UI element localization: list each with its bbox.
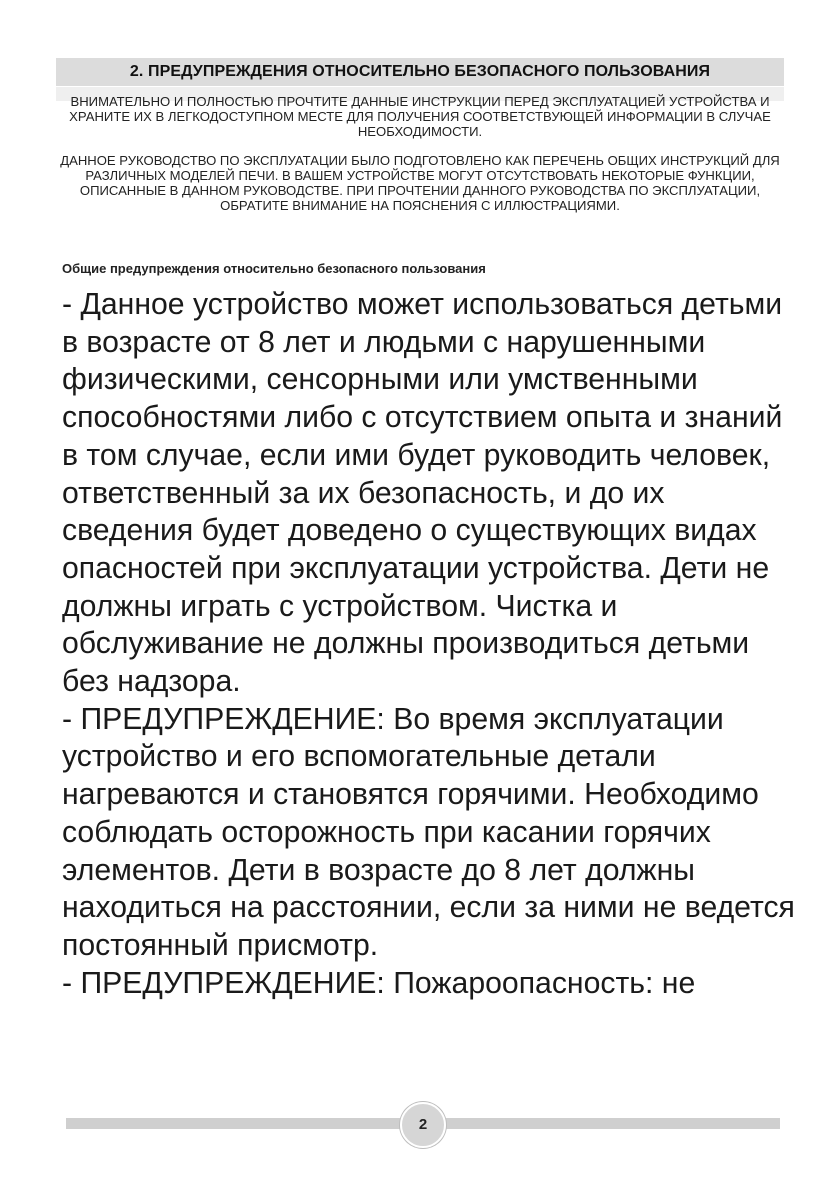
warning-paragraph-hot-parts: - ПРЕДУПРЕЖДЕНИЕ: Во время эксплуатации устройство и его вспомогательные детали нагреваются и становятся горячими. Необходимо соблюдать осторожность при касании горячих элементов. Дети в возрасте до 8 лет должны находиться на расстоянии, если за ними не ведется постоянный присмотр. <box>62 702 795 962</box>
safety-warnings-body <box>62 286 802 1002</box>
section-header <box>56 58 784 86</box>
page-number: 2 <box>400 1102 446 1148</box>
manual-scope-notice: ДАННОЕ РУКОВОДСТВО ПО ЭКСПЛУАТАЦИИ БЫЛО ПОДГОТОВЛЕНО КАК ПЕРЕЧЕНЬ ОБЩИХ ИНСТРУКЦИЙ ДЛЯ РАЗЛИЧНЫХ МОДЕЛЕЙ ПЕЧИ. В ВАШЕМ УСТРОЙСТВЕ МОГУТ ОТСУТСТВОВАТЬ НЕКОТОРЫЕ ФУНКЦИИ, ОПИСАННЫЕ В ДАННОМ РУКОВОДСТВЕ. ПРИ ПРОЧТЕНИИ ДАННОГО РУКОВОДСТВА ПО ЭКСПЛУАТАЦИИ, ОБРАТИТЕ ВНИМАНИЕ НА ПОЯСНЕНИЯ С ИЛЛЮСТРАЦИЯМИ. <box>60 153 780 213</box>
safety-subheading: Общие предупреждения относительно безопасного пользования <box>62 261 486 276</box>
section-title: 2. ПРЕДУПРЕЖДЕНИЯ ОТНОСИТЕЛЬНО БЕЗОПАСНОГО ПОЛЬЗОВАНИЯ <box>129 63 711 80</box>
warning-paragraph-children: - Данное устройство может использоваться детьми в возрасте от 8 лет и людьми с нарушенными физическими, сенсорными или умственными способностями либо с отсутствием опыта и знаний в том случае, если ими будет руководить человек, ответственный за их безопасность, и до их сведения будет доведено о существующих видах опасностей при эксплуатации устройства. Дети не должны играть с устройством. Чистка и обслуживание не должны производиться детьми без надзора. <box>62 288 783 699</box>
read-instructions-notice: ВНИМАТЕЛЬНО И ПОЛНОСТЬЮ ПРОЧТИТЕ ДАННЫЕ ИНСТРУКЦИИ ПЕРЕД ЭКСПЛУАТАЦИЕЙ УСТРОЙСТВА И ХРАНИТЕ ИХ В ЛЕГКОДОСТУПНОМ МЕСТЕ ДЛЯ ПОЛУЧЕНИЯ СООТВЕТСТВУЮЩЕЙ ИНФОРМАЦИИ В СЛУЧАЕ НЕОБХОДИМОСТИ. <box>69 94 771 139</box>
warning-paragraph-fire: - ПРЕДУПРЕЖДЕНИЕ: Пожароопасность: не <box>62 966 696 1000</box>
